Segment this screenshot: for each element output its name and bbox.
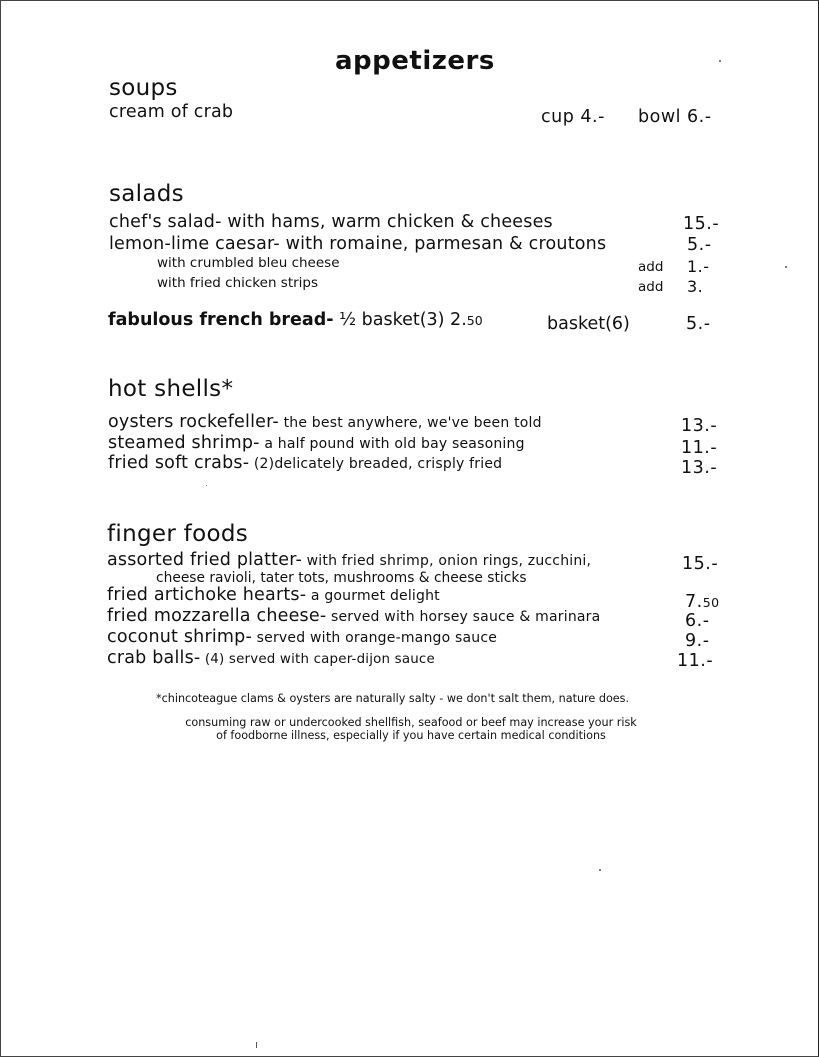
menu-item-crab-balls: [107, 648, 435, 668]
menu-item-french-bread: [108, 310, 483, 330]
item-name: fabulous french bread-: [108, 310, 334, 330]
item-description: with fried shrimp, onion rings, zucchini,: [302, 553, 592, 569]
item-name: fried soft crabs-: [108, 453, 250, 473]
note-line: of foodborne illness, especially if you have certain medical conditions: [216, 729, 606, 742]
item-name: fried mozzarella cheese-: [107, 606, 327, 626]
price-cents: 50: [702, 595, 720, 610]
item-price: 9.-: [685, 631, 710, 651]
menu-item-cream-of-crab: cream of crab: [109, 102, 234, 122]
bread-half-basket: ½ basket(3) 2.: [333, 310, 467, 330]
menu-item-coconut-shrimp: [107, 627, 497, 647]
item-price: 15.-: [682, 554, 719, 574]
section-heading-hot-shells: hot shells*: [108, 376, 234, 402]
item-name: oysters rockefeller-: [108, 412, 279, 432]
item-description: (4) served with caper-dijon sauce: [200, 652, 435, 667]
menu-item-fried-artichoke-hearts: [107, 585, 440, 605]
item-price: 15.-: [683, 214, 720, 234]
item-name: coconut shrimp-: [107, 627, 252, 647]
item-price: 5.-: [687, 235, 712, 255]
item-price: [685, 592, 720, 612]
section-heading-soups: soups: [109, 75, 178, 101]
price-dollars: 7.: [685, 592, 703, 612]
item-name: crab balls-: [107, 648, 201, 668]
addon-chicken-strips: with fried chicken strips: [157, 275, 319, 291]
addon-add-label: add: [638, 259, 664, 275]
item-description: served with orange-mango sauce: [252, 630, 498, 646]
section-heading-salads: salads: [109, 181, 184, 207]
menu-item-fried-mozzarella: [107, 606, 600, 626]
item-price: 11.-: [677, 651, 714, 671]
note-consumption-warning: [111, 716, 711, 742]
item-description-continued: cheese ravioli, tater tots, mushrooms & cheese sticks: [156, 570, 527, 586]
addon-price: 1.-: [687, 257, 710, 276]
scan-speck: [719, 60, 721, 62]
menu-item-oysters-rockefeller: [108, 412, 542, 432]
item-description: the best anywhere, we've been told: [278, 415, 542, 431]
item-name: lemon-lime caesar-: [109, 234, 280, 254]
page-title: appetizers: [335, 46, 495, 76]
item-description: a gourmet delight: [306, 588, 440, 604]
item-price: 13.-: [681, 458, 718, 478]
item-description: a half pound with old bay seasoning: [259, 436, 525, 452]
note-salty: *chincoteague clams & oysters are naturally salty - we don't salt them, nature does.: [156, 692, 630, 705]
menu-item-chefs-salad: [109, 212, 553, 232]
item-name: chef's salad-: [109, 212, 222, 232]
item-description: with hams, warm chicken & cheeses: [221, 212, 553, 232]
price-bowl: bowl 6.-: [638, 107, 712, 127]
item-description: (2)delicately breaded, crisply fried: [249, 456, 503, 472]
item-price: 5.-: [686, 314, 711, 334]
menu-item-lemon-lime-caesar: [109, 234, 606, 254]
scan-speck: [785, 266, 787, 268]
item-description: served with horsey sauce & marinara: [326, 609, 601, 625]
item-name: assorted fried platter-: [107, 550, 302, 570]
addon-add-label: add: [638, 279, 664, 295]
item-name: fried artichoke hearts-: [107, 585, 307, 605]
bread-half-cents: 50: [466, 313, 483, 328]
scan-speck: [599, 869, 601, 871]
price-cup: cup 4.-: [541, 107, 605, 127]
addon-bleu-cheese: with crumbled bleu cheese: [157, 255, 340, 271]
scan-speck: [256, 1042, 257, 1048]
item-price: 6.-: [685, 611, 710, 631]
section-heading-finger-foods: finger foods: [107, 521, 249, 547]
menu-item-fried-soft-crabs: [108, 453, 502, 473]
bread-full-basket: basket(6): [547, 314, 630, 334]
item-price: 11.-: [681, 438, 718, 458]
addon-price: 3.: [687, 277, 704, 296]
note-line: consuming raw or undercooked shellfish, seafood or beef may increase your risk: [185, 716, 637, 729]
menu-item-steamed-shrimp: [108, 433, 525, 453]
menu-item-assorted-fried-platter: [107, 550, 591, 570]
item-name: steamed shrimp-: [108, 433, 260, 453]
item-price: 13.-: [681, 416, 718, 436]
scan-speck: [206, 485, 207, 486]
item-description: with romaine, parmesan & croutons: [279, 234, 607, 254]
